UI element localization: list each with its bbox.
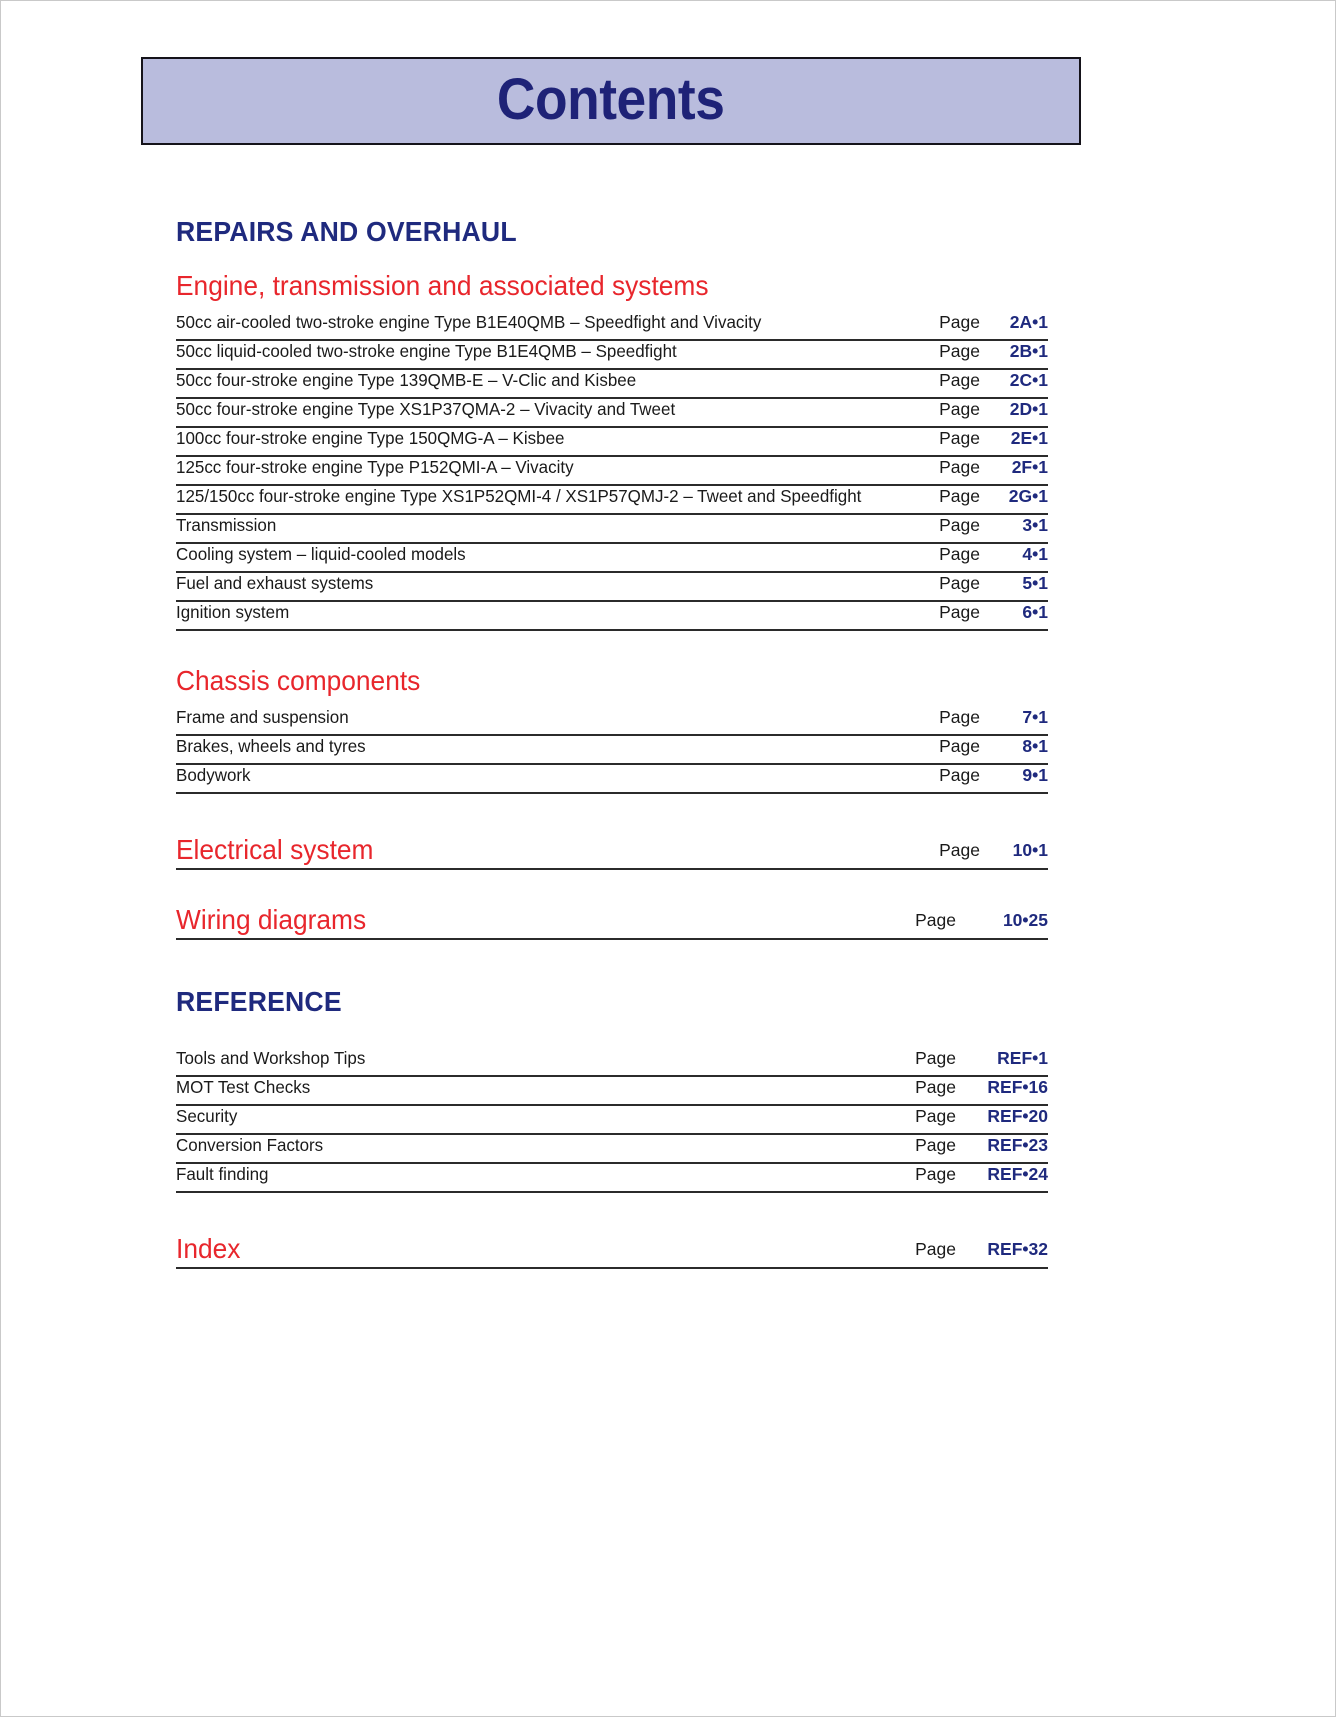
table-row[interactable] (176, 399, 1048, 428)
group-subheading-engine-transmission: Engine, transmission and associated systems (176, 270, 709, 301)
entry-page-ref: REF•1 (997, 1048, 1048, 1068)
entry-page-label: Page (939, 573, 980, 593)
table-row[interactable] (176, 370, 1048, 399)
entry-page-label: Page (939, 457, 980, 477)
entry-page-label: Page (915, 1239, 956, 1259)
entry-page-label: Page (939, 515, 980, 535)
entry-page-ref: 7•1 (1022, 707, 1048, 727)
entry-page-ref: 9•1 (1022, 765, 1048, 785)
entry-page-label: Page (939, 765, 980, 785)
entry-page-label: Page (939, 707, 980, 727)
group-electrical-system[interactable] (176, 834, 1048, 870)
page-content (141, 57, 1081, 145)
table-row[interactable] (176, 1135, 1048, 1164)
entry-title: Brakes, wheels and tyres (176, 736, 366, 756)
table-row[interactable] (176, 1106, 1048, 1135)
entry-title: MOT Test Checks (176, 1077, 311, 1097)
entry-page-label: Page (939, 736, 980, 756)
entry-page-ref: 6•1 (1022, 602, 1048, 622)
entry-title: Conversion Factors (176, 1135, 324, 1155)
entry-page-ref: REF•24 (987, 1164, 1048, 1184)
table-row[interactable] (176, 707, 1048, 736)
entry-page-label: Page (939, 602, 980, 622)
entry-page-label: Page (915, 910, 956, 930)
entry-page-ref: REF•23 (987, 1135, 1048, 1155)
group-index[interactable] (176, 1233, 1048, 1269)
entry-page-ref: 5•1 (1022, 573, 1048, 593)
table-row[interactable] (176, 1077, 1048, 1106)
table-row[interactable] (176, 544, 1048, 573)
entry-page-ref: REF•20 (987, 1106, 1048, 1126)
entry-title: Fuel and exhaust systems (176, 573, 374, 593)
table-row[interactable] (176, 736, 1048, 765)
entry-page-ref: 2D•1 (1009, 399, 1048, 419)
entry-page-ref: REF•16 (987, 1077, 1048, 1097)
group-subheading-index: Index (176, 1233, 241, 1264)
table-row[interactable] (176, 602, 1048, 631)
table-row[interactable] (176, 486, 1048, 515)
table-row[interactable] (176, 341, 1048, 370)
entry-page-ref: 8•1 (1022, 736, 1048, 756)
entry-page-ref: 10•25 (1002, 910, 1048, 930)
entry-page-label: Page (915, 1077, 956, 1097)
entry-title: 50cc four-stroke engine Type XS1P37QMA-2 – Vivacity and Tweet (176, 399, 676, 419)
entry-title: 50cc liquid-cooled two-stroke engine Type B1E4QMB – Speedfight (176, 341, 677, 361)
contents-body (176, 216, 1048, 1269)
table-row[interactable] (176, 573, 1048, 602)
entry-page-label: Page (915, 1106, 956, 1126)
entry-page-ref: 2B•1 (1009, 341, 1048, 361)
entry-page-label: Page (939, 341, 980, 361)
entry-page-label: Page (915, 1164, 956, 1184)
entry-page-label: Page (939, 312, 980, 332)
entry-page-ref: 2A•1 (1009, 312, 1048, 332)
entry-page-ref: 2C•1 (1009, 370, 1048, 390)
entry-title: Cooling system – liquid-cooled models (176, 544, 466, 564)
entry-title: Bodywork (176, 765, 251, 785)
group-subheading-chassis-components: Chassis components (176, 665, 421, 696)
entry-title: Frame and suspension (176, 707, 349, 727)
entry-page-ref: 2F•1 (1011, 457, 1048, 477)
entry-title: 125cc four-stroke engine Type P152QMI-A – Vivacity (176, 457, 574, 477)
table-row[interactable] (176, 765, 1048, 794)
entry-page-ref: REF•32 (987, 1239, 1048, 1259)
table-row[interactable] (176, 1048, 1048, 1077)
table-row[interactable] (176, 312, 1048, 341)
entry-page-label: Page (939, 840, 980, 860)
entry-page-label: Page (939, 544, 980, 564)
group-chassis-components (176, 665, 1048, 794)
entry-title: Fault finding (176, 1164, 269, 1184)
entry-title: Ignition system (176, 602, 290, 622)
entry-page-ref: 2E•1 (1010, 428, 1048, 448)
entry-title: Tools and Workshop Tips (176, 1048, 366, 1068)
group-reference-entries (176, 1048, 1048, 1193)
entry-page-label: Page (939, 399, 980, 419)
section-heading-reference: REFERENCE (176, 986, 342, 1017)
entry-page-ref: 10•1 (1012, 840, 1048, 860)
entry-page-label: Page (939, 370, 980, 390)
entry-page-label: Page (915, 1135, 956, 1155)
entry-page-ref: 2G•1 (1008, 486, 1048, 506)
table-row[interactable] (176, 515, 1048, 544)
entry-title: 50cc air-cooled two-stroke engine Type B1E40QMB – Speedfight and Vivacity (176, 312, 762, 332)
entry-title: 100cc four-stroke engine Type 150QMG-A – Kisbee (176, 428, 565, 448)
table-row[interactable] (176, 457, 1048, 486)
group-wiring-diagrams[interactable] (176, 904, 1048, 940)
group-subheading-wiring-diagrams: Wiring diagrams (176, 904, 367, 935)
table-row[interactable] (176, 428, 1048, 457)
group-subheading-electrical-system: Electrical system (176, 834, 374, 865)
entry-title: Security (176, 1106, 238, 1126)
contents-banner (141, 57, 1081, 145)
page-title: Contents (497, 67, 725, 132)
entry-page-label: Page (915, 1048, 956, 1068)
entry-title: 125/150cc four-stroke engine Type XS1P52QMI-4 / XS1P57QMJ-2 – Tweet and Speedfight (176, 486, 862, 506)
group-engine-transmission (176, 270, 1048, 631)
entry-page-ref: 3•1 (1022, 515, 1048, 535)
entry-page-ref: 4•1 (1022, 544, 1048, 564)
entry-page-label: Page (939, 428, 980, 448)
section-heading-repairs-and-overhaul: REPAIRS AND OVERHAUL (176, 216, 517, 247)
entry-title: 50cc four-stroke engine Type 139QMB-E – V-Clic and Kisbee (176, 370, 637, 390)
entry-title: Transmission (176, 515, 277, 535)
table-row[interactable] (176, 1164, 1048, 1193)
entry-page-label: Page (939, 486, 980, 506)
